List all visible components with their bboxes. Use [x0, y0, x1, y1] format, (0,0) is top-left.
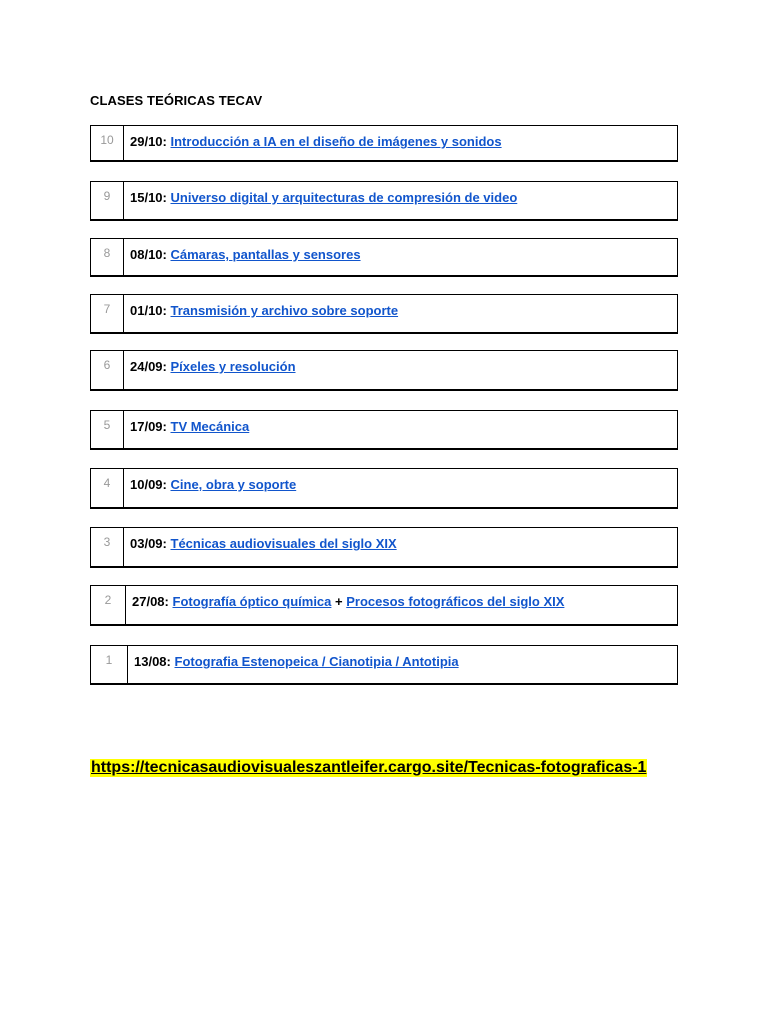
class-date: 13/08: — [134, 654, 171, 669]
class-link[interactable]: Técnicas audiovisuales del siglo XIX — [170, 536, 397, 551]
class-row — [90, 585, 678, 626]
class-date: 29/10: — [130, 134, 167, 149]
class-date: 17/09: — [130, 419, 167, 434]
class-row — [90, 181, 678, 221]
class-row — [90, 468, 678, 509]
class-link[interactable]: Universo digital y arquitecturas de compresión de video — [170, 190, 518, 205]
class-content — [124, 126, 502, 160]
class-row — [90, 294, 678, 334]
class-link[interactable]: TV Mecánica — [170, 419, 250, 434]
class-link[interactable]: Fotografia Estenopeica / Cianotipia / Antotipia — [174, 654, 459, 669]
class-number: 8 — [91, 239, 124, 275]
class-date: 10/09: — [130, 477, 167, 492]
class-number: 4 — [91, 469, 124, 507]
class-date: 08/10: — [130, 247, 167, 262]
class-date: 27/08: — [132, 594, 169, 609]
class-content — [128, 646, 459, 683]
class-link[interactable]: Píxeles y resolución — [170, 359, 296, 374]
class-date: 24/09: — [130, 359, 167, 374]
class-content — [126, 586, 564, 624]
class-content — [124, 469, 296, 507]
class-content — [124, 182, 517, 219]
class-date: 01/10: — [130, 303, 167, 318]
document-title: CLASES TEÓRICAS TECAV — [90, 93, 263, 108]
class-row — [90, 125, 678, 162]
class-link[interactable]: Cámaras, pantallas y sensores — [170, 247, 361, 262]
class-number: 5 — [91, 411, 124, 448]
class-content — [124, 239, 361, 275]
class-link[interactable]: Introducción a IA en el diseño de imágenes y sonidos — [170, 134, 502, 149]
class-date: 03/09: — [130, 536, 167, 551]
class-row — [90, 645, 678, 685]
class-number: 3 — [91, 528, 124, 566]
class-content — [124, 351, 296, 389]
class-date: 15/10: — [130, 190, 167, 205]
class-content — [124, 295, 398, 332]
class-number: 6 — [91, 351, 124, 389]
class-row — [90, 350, 678, 391]
class-row — [90, 238, 678, 277]
class-number: 7 — [91, 295, 124, 332]
class-link[interactable]: Fotografía óptico química — [172, 594, 332, 609]
class-content — [124, 528, 397, 566]
class-row — [90, 527, 678, 568]
highlighted-url-link[interactable]: https://tecnicasaudiovisualeszantleifer.cargo.site/Tecnicas-fotograficas-1 — [91, 759, 647, 776]
class-link-secondary[interactable]: Procesos fotográficos del siglo XIX — [346, 594, 565, 609]
class-number: 2 — [91, 586, 126, 624]
class-number: 10 — [91, 126, 124, 160]
class-link[interactable]: Transmisión y archivo sobre soporte — [170, 303, 399, 318]
class-link[interactable]: Cine, obra y soporte — [170, 477, 297, 492]
class-number: 9 — [91, 182, 124, 219]
plus-separator: + — [335, 594, 343, 609]
class-row — [90, 410, 678, 450]
class-number: 1 — [91, 646, 128, 683]
class-content — [124, 411, 249, 448]
